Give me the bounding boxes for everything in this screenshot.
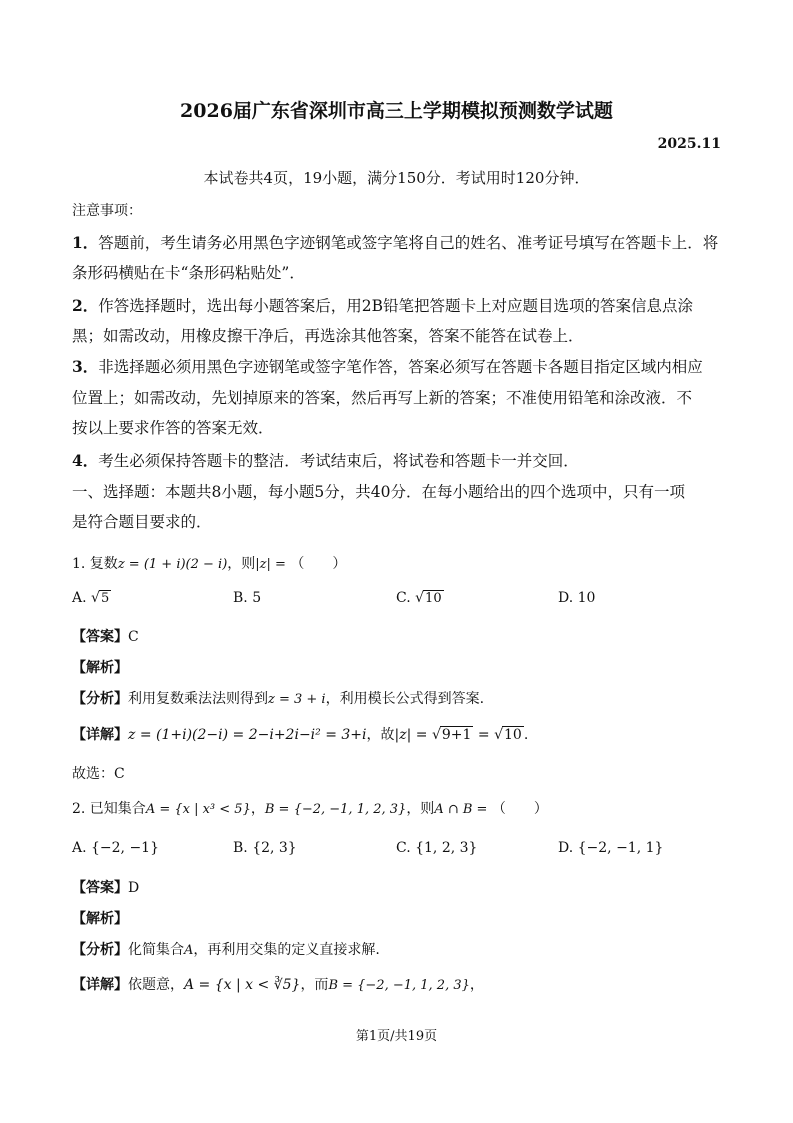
question-1 <box>72 553 346 573</box>
fenxi-variable: A <box>184 943 194 958</box>
xiangjie-text: ，故 <box>366 727 395 743</box>
q2-option-d: D. {−2, −1, 1} <box>558 840 664 856</box>
note-number: 4． <box>72 451 99 470</box>
q1-expression: z = (1 + i)(2 − i) <box>117 557 228 572</box>
note-3-line3: 按以上要求作答的答案无效． <box>72 419 274 437</box>
xiangjie-expression: z = (1+i)(2−i) = 2−i+2i−i² = 3+i <box>128 727 367 743</box>
q2-intersection: A ∩ B = <box>434 802 488 817</box>
notes-heading: 注意事项： <box>72 203 142 219</box>
q1-answer <box>72 626 139 646</box>
q1-prefix: 1. 复数 <box>72 556 118 572</box>
answer-value: D <box>128 880 140 896</box>
q1-conclusion: 故选：C <box>72 766 125 782</box>
exam-date: 2025.11 <box>657 136 721 152</box>
q2-prefix: 2. 已知集合 <box>72 801 146 817</box>
xiangjie-abs: |z| = <box>394 727 432 743</box>
q1-option-d: D. 10 <box>558 590 596 606</box>
exam-intro: 本试卷共4页，19小题，满分150分．考试用时120分钟． <box>203 169 590 187</box>
section-1-line1: 一、选择题：本题共8小题，每小题5分，共40分．在每小题给出的四个选项中，只有一项 <box>72 483 685 501</box>
note-number: 3． <box>72 357 99 376</box>
q1-paren: （ ） <box>290 556 347 572</box>
xiangjie-tag: 【详解】 <box>72 977 128 993</box>
q1-option-c: C. √10 <box>396 590 442 606</box>
question-2 <box>72 798 548 818</box>
section-1-line2: 是符合题目要求的． <box>72 513 212 531</box>
radicand: 9+1 <box>441 727 472 743</box>
note-text: 非选择题必须用黑色字迹钢笔或签字笔作答，答案必须写在答题卡各题目指定区域内相应 <box>98 358 703 376</box>
note-text: 答题前，考生请务必用黑色字迹钢笔或签字笔将自己的姓名、准考证号填写在答题卡上．将 <box>98 234 719 252</box>
note-3-line2: 位置上；如需改动，先划掉原来的答案，然后再写上新的答案；不准使用铅笔和涂改液．不 <box>72 389 693 407</box>
xiangjie-text: 依题意， <box>128 977 184 993</box>
xiangjie-expression: B = {−2, −1, 1, 2, 3} <box>328 978 470 993</box>
q2-comma: ， <box>250 801 265 817</box>
note-3-line1 <box>72 355 703 377</box>
answer-tag: 【答案】 <box>72 629 128 645</box>
note-4-line1 <box>72 449 579 471</box>
note-text: 作答选择题时，选出每小题答案后，用2B铅笔把答题卡上对应题目选项的答案信息点涂 <box>98 297 694 315</box>
equals: = <box>473 727 495 743</box>
q2-answer <box>72 877 139 897</box>
q1-option-a: A. √5 <box>72 590 110 606</box>
fenxi-text: ，利用模长公式得到答案. <box>325 691 485 707</box>
q2-paren: （ ） <box>491 801 548 817</box>
note-number: 1． <box>72 233 99 252</box>
option-label: A. <box>72 590 92 606</box>
q2-xiangjie <box>72 974 484 994</box>
note-2-line2: 黑；如需改动，用橡皮擦干净后，再选涂其他答案，答案不能答在试卷上． <box>72 327 584 345</box>
note-text: 考生必须保持答题卡的整洁．考试结束后，将试卷和答题卡一并交回． <box>98 452 579 470</box>
q2-option-a: A. {−2, −1} <box>72 840 160 856</box>
radicand: 10 <box>504 727 522 743</box>
fenxi-text: ，再利用交集的定义直接求解. <box>193 942 380 958</box>
fenxi-tag: 【分析】 <box>72 942 128 958</box>
fenxi-tag: 【分析】 <box>72 691 128 707</box>
q1-fenxi <box>72 688 484 708</box>
q2-jiexi: 【解析】 <box>72 911 128 927</box>
q2-set-b: B = {−2, −1, 1, 2, 3} <box>264 802 407 817</box>
option-label: C. <box>396 590 416 606</box>
answer-value: C <box>128 629 139 645</box>
page-footer: 第1页/共19页 <box>355 1029 438 1044</box>
fenxi-expression: z = 3 + i <box>268 692 326 707</box>
note-2-line1 <box>72 294 693 316</box>
note-number: 2． <box>72 296 99 315</box>
fenxi-text: 利用复数乘法法则得到 <box>128 691 268 707</box>
q2-fenxi <box>72 939 380 959</box>
fenxi-text: 化简集合 <box>128 942 184 958</box>
q2-set-a: A = {x | x³ < 5} <box>145 802 251 817</box>
q1-abs: |z| = <box>255 557 286 572</box>
answer-tag: 【答案】 <box>72 880 128 896</box>
q2-option-c: C. {1, 2, 3} <box>396 840 478 856</box>
xiangjie-expression: A = {x | x < ∛5} <box>184 977 301 993</box>
xiangjie-text: ，而 <box>300 977 329 993</box>
period: . <box>523 727 529 743</box>
note-1-line2: 条形码横贴在卡“条形码粘贴处”． <box>72 264 305 282</box>
document-title: 2026届广东省深圳市高三上学期模拟预测数学试题 <box>180 100 613 122</box>
q1-option-b: B. 5 <box>233 590 262 606</box>
q2-option-b: B. {2, 3} <box>233 840 297 856</box>
note-1-line1 <box>72 231 718 253</box>
q2-mid: ，则 <box>406 801 435 817</box>
q1-xiangjie: 【详解】z = (1+i)(2−i) = 2−i+2i−i² = 3+i，故|z| = √9+1 = √10 . <box>72 727 529 743</box>
q1-mid: ，则 <box>227 556 256 572</box>
radicand: 5 <box>100 591 110 606</box>
xiangjie-tag: 【详解】 <box>72 727 128 743</box>
q1-jiexi: 【解析】 <box>72 660 128 676</box>
radicand: 10 <box>425 591 442 606</box>
xiangjie-text: ， <box>469 977 484 993</box>
